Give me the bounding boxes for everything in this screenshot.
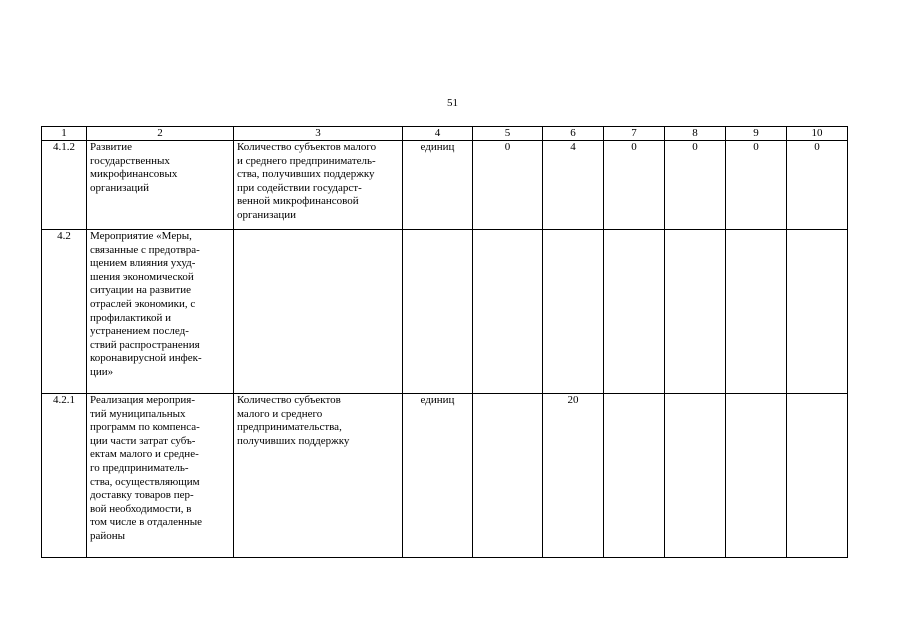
text-line: вой необходимости, в [90,502,192,515]
table-header-row [42,127,848,141]
value-cell [473,394,543,558]
text-line: предпринимательства, [237,421,342,434]
measure-name [87,230,234,394]
value-cell [726,230,787,394]
unit-cell: единиц [403,394,473,558]
column-header: 5 [473,127,543,141]
column-header: 6 [543,127,604,141]
text-line: при содействии государст- [237,181,362,194]
value-cell: 4 [543,141,604,230]
text-line: получивших поддержку [237,434,350,447]
table-row [42,230,848,394]
row-number: 4.1.2 [42,141,87,230]
row-number: 4.2 [42,230,87,394]
measure-name [87,141,234,230]
text-line: венной микрофинансовой [237,195,359,208]
value-cell: 0 [473,141,543,230]
value-cell [726,394,787,558]
text-line: тий муниципальных [90,407,186,420]
text-line: ства, осуществляющим [90,475,200,488]
text-line: ситуации на развитие [90,284,191,297]
column-header: 8 [665,127,726,141]
text-line: щением влияния ухуд- [90,257,196,270]
text-line: ции» [90,365,114,378]
value-cell [604,394,665,558]
column-header: 1 [42,127,87,141]
text-line: профилактикой и [90,311,171,324]
text-line: устранением послед- [90,325,189,338]
text-line: доставку товаров пер- [90,489,194,502]
value-cell: 0 [726,141,787,230]
text-line: ектам малого и средне- [90,448,199,461]
value-cell [473,230,543,394]
value-cell: 20 [543,394,604,558]
text-line: малого и среднего [237,407,323,420]
text-line: том числе в отдаленные [90,516,203,529]
text-line: программ по компенса- [90,421,200,434]
value-cell [665,394,726,558]
value-cell: 0 [604,141,665,230]
text-line: коронавирусной инфек- [90,352,202,365]
text-line: ствий распространения [90,338,200,351]
value-cell [787,394,848,558]
text-line: связанные с предотвра- [90,243,200,256]
text-line: организаций [90,181,150,194]
text-line: Мероприятие «Меры, [90,230,192,242]
table-row [42,141,848,230]
text-line: ства, получивших поддержку [237,168,375,181]
column-header: 10 [787,127,848,141]
text-line: Развитие [90,141,133,153]
value-cell: 0 [787,141,848,230]
column-header: 4 [403,127,473,141]
text-line: государственных [90,154,170,167]
text-line: Количество субъектов [237,394,341,406]
value-cell [604,230,665,394]
text-line: го предприниматель- [90,461,189,474]
text-line: микрофинансовых [90,168,178,181]
indicator-name [234,141,403,230]
value-cell [787,230,848,394]
text-line: ции части затрат субъ- [90,434,196,447]
text-line: шения экономической [90,270,194,283]
value-cell [665,230,726,394]
measure-name [87,394,234,558]
column-header: 9 [726,127,787,141]
text-line: отраслей экономики, с [90,297,196,310]
value-cell: 0 [665,141,726,230]
page-number: 51 [447,97,458,109]
text-line: районы [90,529,126,542]
text-line: Количество субъектов малого [237,141,377,153]
indicator-name [234,394,403,558]
column-header: 7 [604,127,665,141]
column-header: 2 [87,127,234,141]
unit-cell [403,230,473,394]
indicator-name [234,230,403,394]
text-line: и среднего предприниматель- [237,154,376,167]
value-cell [543,230,604,394]
data-table [41,126,848,558]
text-line: Реализация мероприя- [90,394,195,406]
text-line: организации [237,208,297,221]
unit-cell: единиц [403,141,473,230]
table-row [42,394,848,558]
column-header: 3 [234,127,403,141]
row-number: 4.2.1 [42,394,87,558]
